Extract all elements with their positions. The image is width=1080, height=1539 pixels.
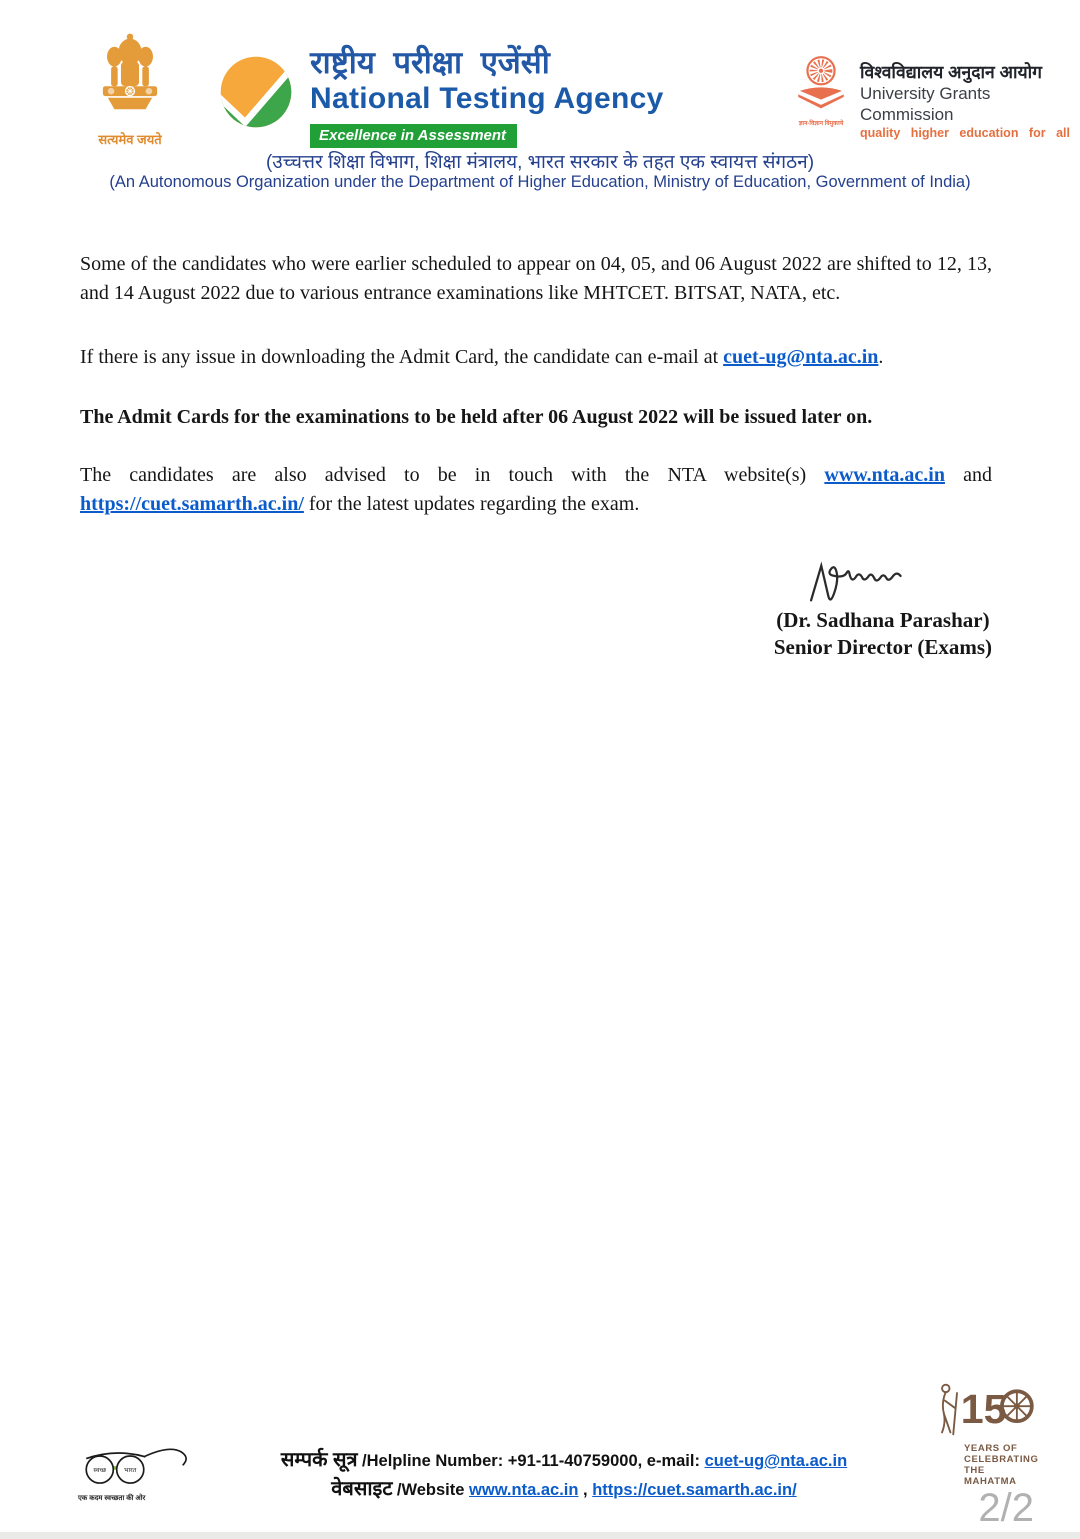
ugc-logo-caption: ज्ञान-विज्ञान विमुक्तये	[798, 121, 844, 127]
ugc-header-block	[792, 52, 1080, 142]
signatory-title: Senior Director (Exams)	[773, 635, 992, 659]
mahatma-150-caption	[934, 1443, 1040, 1487]
paragraph-admit-cards-later: The Admit Cards for the examinations to be held after 06 August 2022 will be issued later on.	[80, 406, 873, 428]
org-subtitle-english: (An Autonomous Organization under the Department of Higher Education, Ministry of Education, Government of India)	[109, 173, 971, 191]
nta-header-block	[220, 44, 664, 148]
footer-website-line	[48, 1474, 1080, 1501]
mahatma-caption-line1: YEARS OF	[964, 1443, 1018, 1454]
website-label-english: /Website	[396, 1481, 470, 1499]
signature-icon	[805, 555, 927, 607]
mahatma-150-number: 15	[960, 1386, 1007, 1433]
helpline-label-english: /Helpline Number: +91-11-40759000, e-mail:	[362, 1452, 705, 1470]
mahatma-caption-line2: CELEBRATING	[964, 1454, 1039, 1465]
paragraph-schedule-shift: Some of the candidates who were earlier scheduled to appear on 04, 05, and 06 August 2022 are shifted to 12, 13, and 14 August 2022 due to various entrance examinations like MHTCET. BITSAT, NATA, etc.	[80, 253, 992, 304]
org-subtitle-hindi: (उच्चत्तर शिक्षा विभाग, शिक्षा मंत्रालय, भारत सरकार के तहत एक स्वायत्त संगठन)	[265, 152, 815, 173]
paragraph-admit-card-email-text: If there is any issue in downloading the Admit Card, the candidate can e-mail at	[80, 346, 724, 368]
letter-body	[80, 250, 992, 661]
footer-contact-block	[0, 1443, 1080, 1503]
mahatma-caption-line3: THE MAHATMA	[964, 1465, 1017, 1487]
signatory-name: (Dr. Sadhana Parashar)	[776, 608, 990, 632]
nta-titles	[310, 44, 664, 148]
footer-website-separator: ,	[578, 1481, 593, 1499]
ugc-logo	[792, 52, 850, 142]
nta-tagline-badge: Excellence in Assessment	[310, 124, 517, 148]
nta-website-link[interactable]: www.nta.ac.in	[824, 464, 945, 486]
swachh-lens-right-text: भारत	[124, 1467, 137, 1475]
website-label-hindi: वेबसाइट	[331, 1478, 393, 1500]
helpline-label-hindi: सम्पर्क सूत्र	[280, 1449, 358, 1471]
paragraph-website-advice-and: and	[944, 464, 992, 486]
footer-email-link[interactable]: cuet-ug@nta.ac.in	[704, 1452, 848, 1470]
nta-logo-icon	[220, 56, 292, 128]
swachh-lens-left-text: स्वच्छ	[93, 1467, 107, 1475]
paragraph-website-advice-prefix: The candidates are also advised to be in touch with the NTA website(s)	[80, 464, 825, 486]
footer-helpline-line	[48, 1445, 1080, 1475]
ugc-tagline: quality higher education for all	[860, 126, 1070, 140]
paragraph-website-advice	[80, 461, 992, 519]
emblem-caption: सत्यमेव जयते	[98, 132, 162, 147]
ugc-title-english: University Grants Commission	[860, 84, 991, 124]
nta-title-english: National Testing Agency	[310, 82, 664, 115]
cuet-samarth-link[interactable]: https://cuet.samarth.ac.in/	[80, 493, 304, 515]
paragraph-admit-card-email-period: .	[878, 346, 884, 368]
page-number: 2/2	[978, 1486, 1034, 1530]
mahatma-150-icon	[934, 1380, 1038, 1438]
bottom-divider-bar	[0, 1532, 1080, 1539]
nta-title-hindi: राष्ट्रीय परीक्षा एजेंसी	[310, 45, 550, 80]
emblem-of-india	[86, 32, 174, 148]
emblem-of-india-icon	[93, 32, 167, 124]
paragraph-website-advice-suffix: for the latest updates regarding the exam.	[303, 493, 640, 515]
signature-block	[774, 555, 992, 661]
ugc-logo-icon	[793, 52, 849, 114]
footer-cuet-samarth-link[interactable]: https://cuet.samarth.ac.in/	[592, 1481, 797, 1499]
ugc-title-hindi: विश्वविद्यालय अनुदान आयोग	[860, 62, 1043, 82]
swachh-bharat-caption: एक कदम स्वच्छता की ओर	[78, 1495, 146, 1502]
mahatma-150-logo	[934, 1380, 1040, 1487]
email-link-cuet-ug[interactable]: cuet-ug@nta.ac.in	[723, 346, 879, 368]
paragraph-admit-card-email	[80, 343, 992, 372]
ugc-titles	[860, 52, 1080, 142]
footer-nta-website-link[interactable]: www.nta.ac.in	[469, 1481, 579, 1499]
